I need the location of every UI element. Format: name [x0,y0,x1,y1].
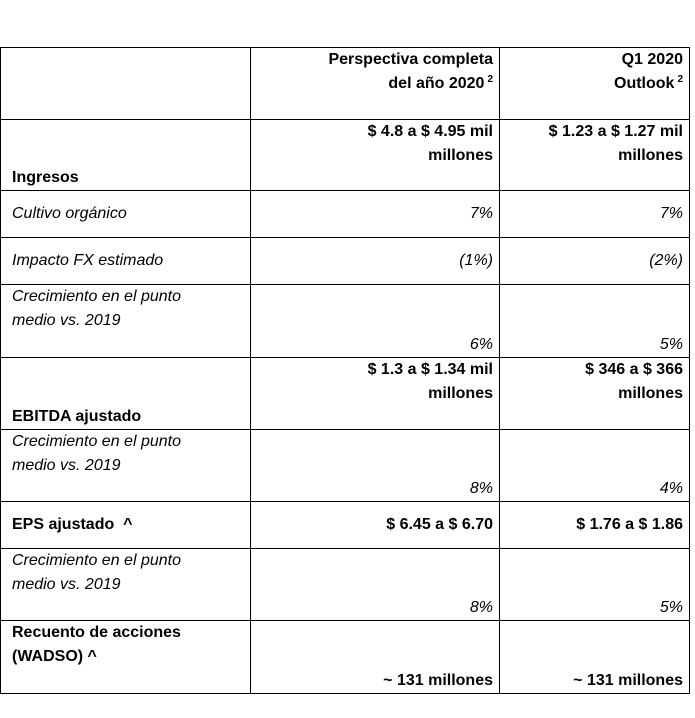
label-line: Crecimiento en el punto [12,552,181,569]
full-year-value: 7% [251,191,500,238]
header-full-year [251,48,500,120]
label-line: medio vs. 2019 [12,312,121,329]
q1-value: $ 1.76 a $ 1.86 [500,502,690,549]
row-label [1,285,251,358]
row-label [1,430,251,502]
footnote-marker: 2 [487,74,493,85]
header-q1-text: Outlook [614,75,675,92]
row-fx [1,238,690,285]
q1-value [500,358,690,430]
row-crecimiento-eps [1,549,690,621]
label-line: Crecimiento en el punto [12,288,181,305]
label-line: medio vs. 2019 [12,576,121,593]
header-empty-cell [1,48,251,120]
value-line: $ 1.3 a $ 1.34 mil [367,361,493,378]
full-year-value: $ 6.45 a $ 6.70 [251,502,500,549]
full-year-value [251,358,500,430]
header-row [1,48,690,120]
row-label: EPS ajustado ^ [1,502,251,549]
header-full-year-text: del año 2020 [388,75,485,92]
row-crecimiento-ebitda [1,430,690,502]
label-line: (WADSO) ^ [12,648,97,665]
row-label [1,549,251,621]
row-ingresos [1,120,690,191]
header-q1 [500,48,690,120]
value-line: millones [428,147,493,164]
outlook-table [0,47,690,694]
full-year-value: 8% [251,549,500,621]
row-label: EBITDA ajustado [1,358,251,430]
row-ebitda [1,358,690,430]
row-label: Ingresos [1,120,251,191]
q1-value: 5% [500,549,690,621]
value-line: millones [618,147,683,164]
q1-value: (2%) [500,238,690,285]
q1-value: 7% [500,191,690,238]
q1-value: 5% [500,285,690,358]
q1-value [500,120,690,191]
value-line: millones [618,385,683,402]
row-cultivo [1,191,690,238]
header-full-year-line1: Perspectiva completa [328,51,493,68]
header-q1-line1: Q1 2020 [621,51,683,68]
full-year-value: ~ 131 millones [251,621,500,694]
full-year-value: (1%) [251,238,500,285]
value-line: $ 1.23 a $ 1.27 mil [548,123,683,140]
full-year-value: 6% [251,285,500,358]
row-label: Impacto FX estimado [1,238,251,285]
label-line: Crecimiento en el punto [12,433,181,450]
footnote-marker: 2 [677,74,683,85]
row-eps [1,502,690,549]
full-year-value: 8% [251,430,500,502]
row-wadso [1,621,690,694]
value-line: millones [428,385,493,402]
value-line: $ 346 a $ 366 [585,361,683,378]
row-crecimiento-ingresos [1,285,690,358]
row-label [1,621,251,694]
header-full-year-line2 [262,72,493,96]
label-line: Recuento de acciones [12,624,181,641]
q1-value: 4% [500,430,690,502]
row-label: Cultivo orgánico [1,191,251,238]
q1-value: ~ 131 millones [500,621,690,694]
header-q1-line2 [511,72,683,96]
value-line: $ 4.8 a $ 4.95 mil [367,123,493,140]
full-year-value [251,120,500,191]
label-line: medio vs. 2019 [12,457,121,474]
